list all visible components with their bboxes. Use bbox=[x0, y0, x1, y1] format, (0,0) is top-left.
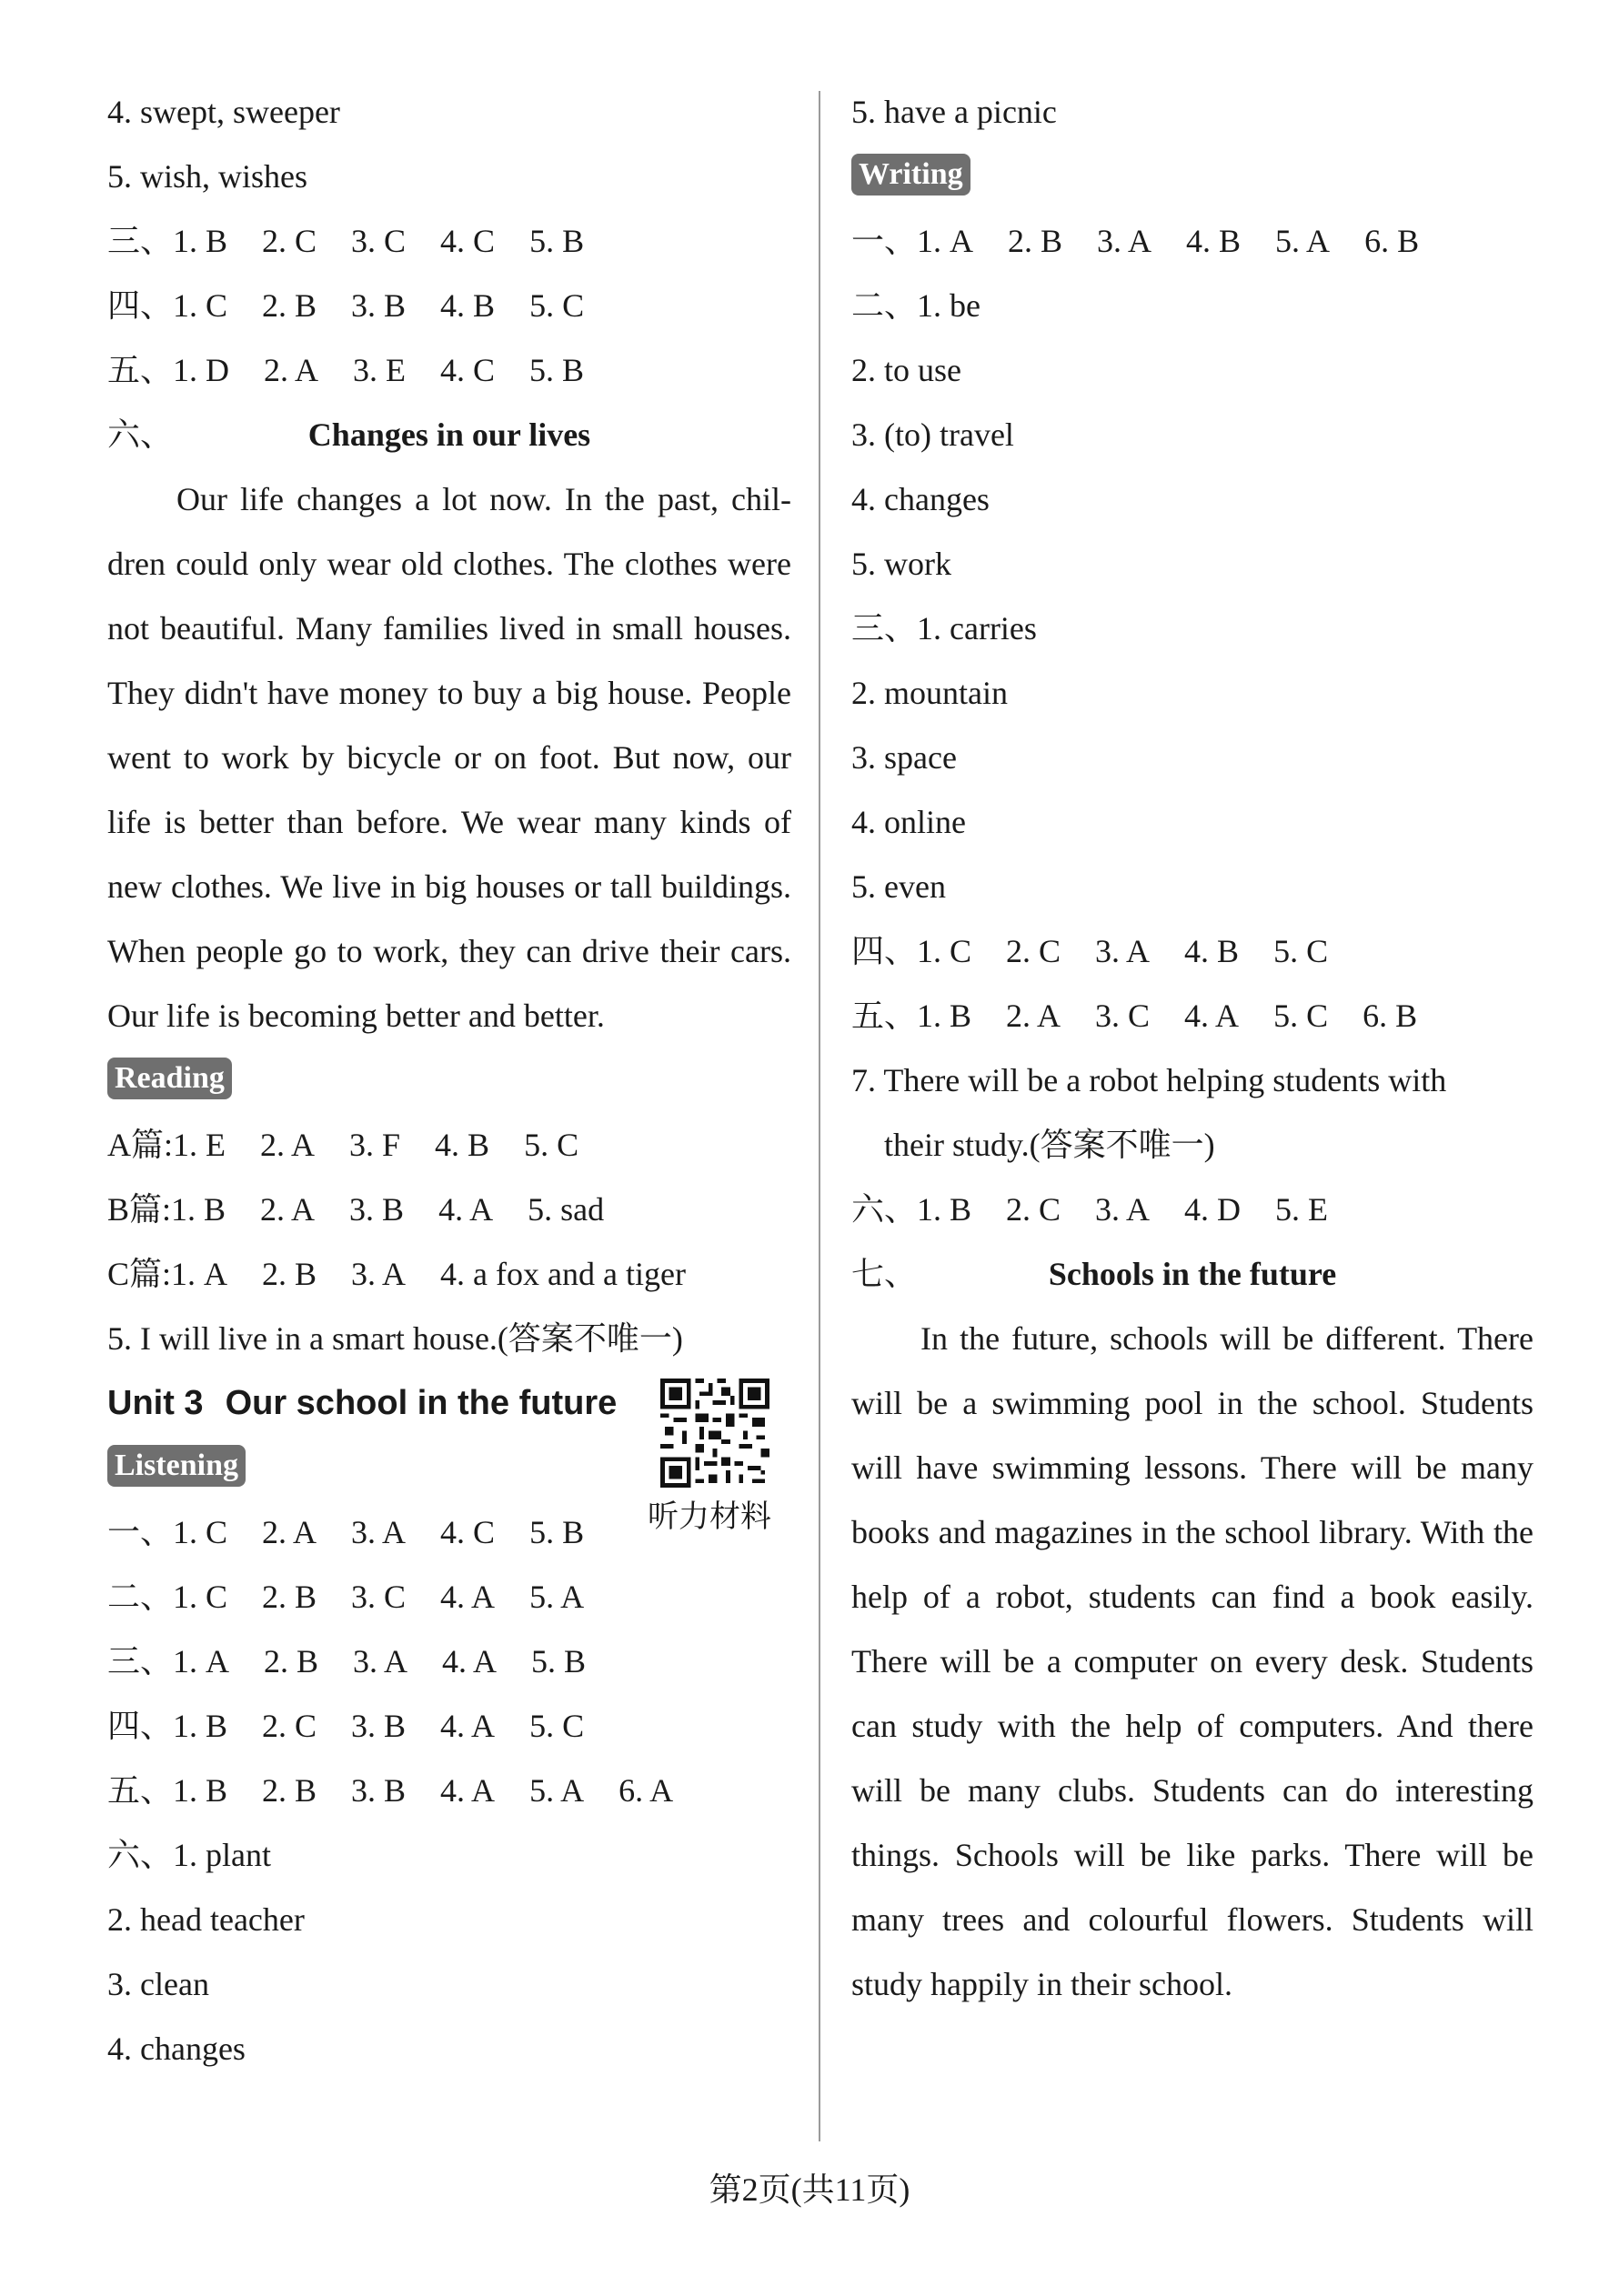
answer-lead: 一、1. C bbox=[107, 1514, 228, 1550]
answer-item: 3. C bbox=[351, 1579, 407, 1615]
answer-item: 3. C bbox=[351, 223, 407, 259]
answer-item: 2. A bbox=[262, 1514, 317, 1550]
answer-item: 6. B bbox=[1363, 998, 1418, 1034]
essay-title: Schools in the future bbox=[1048, 1256, 1337, 1292]
answer-item: 3. C bbox=[1095, 998, 1151, 1034]
essay-paragraph: Our life changes a lot now. In the past, children could only wear old clothes. The clothes were not beautiful. Many families lived in small houses. They didn't have money to buy a big house. People went to work by bicycle or on foot. But now, our life is better than before. We wear many kinds of new clothes. We live in big houses or tall buildings. When people go to work, they can drive their cars. Our life is becoming better and better. bbox=[107, 481, 791, 1034]
answer-row bbox=[107, 1565, 791, 1629]
answer-row bbox=[107, 1759, 791, 1823]
answer-item: 5. A bbox=[529, 1579, 585, 1615]
answer-item: 5. B bbox=[529, 223, 585, 259]
answer-row bbox=[107, 209, 791, 274]
answer-item: 3. A bbox=[351, 1514, 407, 1550]
answer-row bbox=[851, 984, 1534, 1048]
answer-item: 4. B bbox=[1184, 933, 1240, 969]
text-line: 5. wish, wishes bbox=[107, 158, 308, 195]
answer-item: 3. A bbox=[353, 1643, 408, 1679]
answer-item: 4. C bbox=[440, 352, 496, 388]
text-line: their study.(答案不唯一) bbox=[884, 1127, 1215, 1163]
answer-item: 5. sad bbox=[528, 1191, 605, 1228]
essay-number: 七、 bbox=[851, 1256, 918, 1292]
answer-row bbox=[851, 209, 1534, 274]
answer-item: 3. A bbox=[351, 1256, 407, 1292]
answer-lead: 二、1. C bbox=[107, 1579, 228, 1615]
text-line: 4. changes bbox=[851, 481, 990, 517]
writing-section-badge: Writing bbox=[851, 154, 970, 196]
answer-row bbox=[107, 1629, 791, 1694]
text-line: 二、1. be bbox=[851, 287, 980, 324]
text-line: 六、1. plant bbox=[107, 1837, 271, 1873]
answer-item: 4. B bbox=[435, 1127, 490, 1163]
answer-row bbox=[107, 274, 791, 338]
answer-row bbox=[851, 919, 1534, 984]
answer-item: 2. C bbox=[1006, 1191, 1061, 1228]
text-line: 4. online bbox=[851, 804, 966, 840]
text-line: 3. (to) travel bbox=[851, 416, 1014, 453]
answer-item: 3. B bbox=[351, 287, 407, 324]
answer-item: 4. C bbox=[440, 1514, 496, 1550]
column-divider bbox=[819, 91, 820, 2141]
text-line: 3. clean bbox=[107, 1966, 209, 2002]
answer-item: 2. C bbox=[262, 1708, 317, 1744]
answer-item: 4. A bbox=[442, 1643, 498, 1679]
text-line: 5. even bbox=[851, 868, 946, 905]
answer-item: 4. B bbox=[440, 287, 496, 324]
answer-item: 5. C bbox=[1273, 998, 1329, 1034]
answer-row bbox=[107, 1113, 791, 1178]
answer-lead: 三、1. A bbox=[107, 1643, 229, 1679]
answer-item: 2. A bbox=[260, 1127, 316, 1163]
answer-item: 2. C bbox=[262, 223, 317, 259]
text-line: 5. I will live in a smart house.(答案不唯一) bbox=[107, 1320, 683, 1357]
section-label-wrap bbox=[851, 145, 1534, 209]
text-line: 5. work bbox=[851, 546, 951, 582]
answer-lead: 四、1. C bbox=[107, 287, 228, 324]
answer-lead: C篇:1. A bbox=[107, 1256, 228, 1292]
answer-item: 5. E bbox=[1275, 1191, 1329, 1228]
qr-caption: 听力材料 bbox=[648, 1500, 771, 1534]
answer-lead: 一、1. A bbox=[851, 223, 973, 259]
answer-item: 3. B bbox=[351, 1708, 407, 1744]
essay-paragraph: In the future, schools will be different. There will be a swimming pool in the school. Students will have swimming lessons. There will be many books and magazines in the school library. With the help of a robot, students can find a book easily. There will be a computer on every desk. Students can study with the help of computers. And there will be many clubs. Students can do interesting things. Schools will be like parks. There will be many trees and colourful flowers. Students will study happily in their school. bbox=[851, 1320, 1534, 2002]
answer-item: 4. A bbox=[440, 1772, 496, 1809]
text-line: 2. mountain bbox=[851, 675, 1008, 711]
answer-row bbox=[107, 1694, 791, 1759]
answer-item: 2. B bbox=[262, 1772, 317, 1809]
answer-item: 3. B bbox=[349, 1191, 405, 1228]
answer-item: 3. E bbox=[353, 352, 407, 388]
answer-item: 2. A bbox=[260, 1191, 316, 1228]
answer-item: 4. A bbox=[438, 1191, 494, 1228]
answer-lead: 六、1. B bbox=[851, 1191, 972, 1228]
text-line: 2. to use bbox=[851, 352, 961, 388]
answer-item: 5. B bbox=[531, 1643, 587, 1679]
left-column bbox=[107, 80, 791, 2081]
answer-item: 4. A bbox=[440, 1579, 496, 1615]
answer-item: 6. A bbox=[618, 1772, 674, 1809]
right-column bbox=[851, 80, 1534, 2017]
answer-item: 5. C bbox=[529, 1708, 585, 1744]
answer-item: 5. C bbox=[524, 1127, 579, 1163]
answer-item: 4. A bbox=[1184, 998, 1240, 1034]
answer-item: 2. B bbox=[1008, 223, 1063, 259]
unit-number: Unit 3 bbox=[107, 1384, 204, 1422]
unit-title bbox=[107, 1384, 617, 1422]
answer-row bbox=[107, 1178, 791, 1242]
answer-lead: 三、1. B bbox=[107, 223, 228, 259]
answer-item: 3. A bbox=[1095, 933, 1151, 969]
unit-name: Our school in the future bbox=[225, 1384, 618, 1422]
answer-item: 4. C bbox=[440, 223, 496, 259]
answer-lead: 五、1. D bbox=[107, 352, 229, 388]
answer-item: 2. B bbox=[264, 1643, 319, 1679]
text-line: 4. changes bbox=[107, 2030, 246, 2067]
listening-section-badge: Listening bbox=[107, 1445, 246, 1487]
answer-item: 3. A bbox=[1097, 223, 1152, 259]
qr-code-icon[interactable] bbox=[660, 1379, 769, 1488]
answer-item: 2. C bbox=[1006, 933, 1061, 969]
answer-lead: 五、1. B bbox=[107, 1772, 228, 1809]
answer-item: 5. A bbox=[529, 1772, 585, 1809]
answer-item: 4. D bbox=[1184, 1191, 1242, 1228]
answer-row bbox=[107, 1242, 791, 1307]
answer-item: 3. B bbox=[351, 1772, 407, 1809]
answer-item: 4. A bbox=[440, 1708, 496, 1744]
answer-item: 2. B bbox=[262, 287, 317, 324]
section-label-wrap bbox=[107, 1048, 791, 1113]
essay-heading bbox=[851, 1242, 1534, 1307]
answer-item: 4. a fox and a tiger bbox=[440, 1256, 686, 1292]
answer-row bbox=[851, 1178, 1534, 1242]
answer-item: 2. B bbox=[262, 1256, 317, 1292]
answer-item: 5. A bbox=[1275, 223, 1331, 259]
text-line: 三、1. carries bbox=[851, 610, 1037, 647]
answer-lead: 四、1. C bbox=[851, 933, 972, 969]
answer-item: 5. B bbox=[529, 352, 585, 388]
text-line: 5. have a picnic bbox=[851, 94, 1057, 130]
answer-lead: B篇:1. B bbox=[107, 1191, 226, 1228]
answer-row bbox=[107, 338, 791, 403]
answer-item: 3. F bbox=[349, 1127, 401, 1163]
text-line: 7. There will be a robot helping students with bbox=[851, 1062, 1447, 1098]
answer-item: 3. A bbox=[1095, 1191, 1151, 1228]
page-footer: 第2页(共11页) bbox=[709, 2171, 910, 2208]
text-line: 3. space bbox=[851, 739, 957, 776]
text-line: 2. head teacher bbox=[107, 1901, 305, 1938]
answer-item: 6. B bbox=[1364, 223, 1420, 259]
answer-lead: 五、1. B bbox=[851, 998, 972, 1034]
answer-item: 2. B bbox=[262, 1579, 317, 1615]
answer-lead: A篇:1. E bbox=[107, 1127, 226, 1163]
answer-item: 2. A bbox=[264, 352, 319, 388]
reading-section-badge: Reading bbox=[107, 1058, 232, 1099]
answer-item: 5. B bbox=[529, 1514, 585, 1550]
answer-item: 4. B bbox=[1186, 223, 1242, 259]
answer-lead: 四、1. B bbox=[107, 1708, 228, 1744]
essay-title: Changes in our lives bbox=[307, 416, 591, 453]
essay-number: 六、 bbox=[107, 416, 174, 453]
essay-heading bbox=[107, 403, 791, 467]
answer-item: 5. C bbox=[529, 287, 585, 324]
text-line: 4. swept, sweeper bbox=[107, 94, 340, 130]
answer-item: 5. C bbox=[1273, 933, 1329, 969]
answer-item: 2. A bbox=[1006, 998, 1061, 1034]
